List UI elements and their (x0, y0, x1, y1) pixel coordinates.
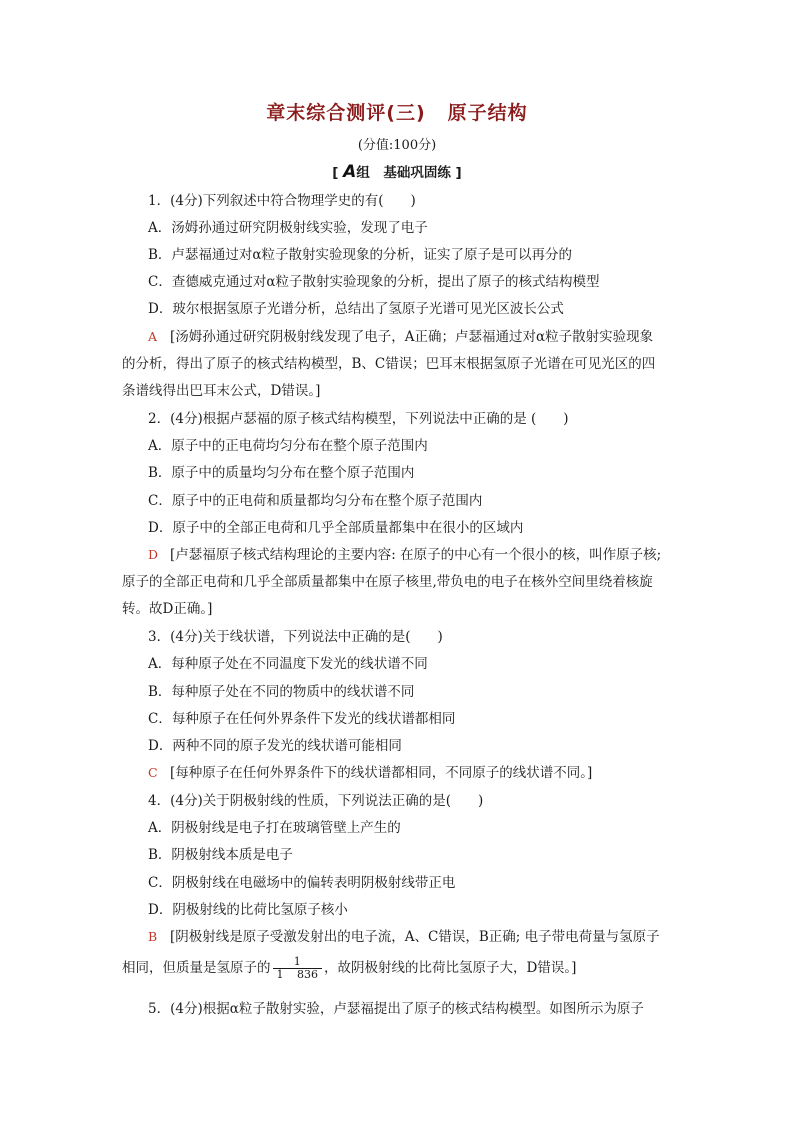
q4-explanation-line2 (122, 956, 576, 981)
group-label: 组 基础巩固练 (356, 165, 451, 181)
group-letter: A (343, 162, 357, 182)
title-chapter: 章末综合测评(三) (266, 102, 426, 124)
q4-exp-text2a: 相同，但质量是氢原子的 (122, 960, 271, 976)
q1-option-b: B．卢瑟福通过对α粒子散射实验现象的分析，证实了原子是可以再分的 (148, 247, 573, 263)
q2-option-a: A．原子中的正电荷均匀分布在整个原子范围内 (148, 438, 428, 454)
q1-option-c: C．查德威克通过对α粒子散射实验现象的分析，提出了原子的核式结构模型 (148, 274, 600, 290)
q4-exp-text2b: ，故阴极射线的比荷比氢原子大，D错误。] (324, 960, 577, 976)
title-topic: 原子结构 (447, 102, 528, 124)
q3-stem: 3．(4分)关于线状谱，下列说法中正确的是( ) (148, 629, 443, 645)
q2-explanation-line3: 转。故D正确。] (122, 601, 213, 617)
group-bracket-open: [ (332, 165, 339, 181)
q1-exp-text1: [汤姆孙通过研究阴极射线发现了电子，A正确；卢瑟福通过对α粒子散射实验现象 (170, 329, 654, 345)
q3-explanation-line1 (148, 764, 592, 782)
group-bracket-close: ] (455, 165, 462, 181)
q4-answer: B (148, 929, 158, 944)
fraction-denominator: 1 836 (276, 968, 318, 981)
q5-stem: 5．(4分)根据α粒子散射实验，卢瑟福提出了原子的核式结构模型。如图所示为原子 (148, 1001, 644, 1017)
q4-option-d: D．阴极射线的比荷比氢原子核小 (148, 902, 348, 918)
q1-answer: A (148, 329, 158, 344)
q4-option-c: C．阴极射线在电磁场中的偏转表明阴极射线带正电 (148, 875, 456, 891)
q2-exp-text1: [卢瑟福原子核式结构理论的主要内容: 在原子的中心有一个很小的核，叫作原子核; (170, 547, 662, 563)
mass-ratio-fraction (273, 956, 323, 981)
q1-stem: 1．(4分)下列叙述中符合物理学史的有( ) (148, 193, 416, 209)
group-heading (0, 161, 794, 182)
q4-stem: 4．(4分)关于阴极射线的性质，下列说法正确的是( ) (148, 793, 484, 809)
q1-option-a: A．汤姆孙通过研究阴极射线实验，发现了电子 (148, 220, 428, 236)
q1-explanation-line1 (148, 328, 653, 346)
q2-explanation-line2: 原子的全部正电荷和几乎全部质量都集中在原子核里,带负电的电子在核外空间里绕着核旋 (122, 574, 653, 590)
q2-answer: D (148, 547, 159, 562)
score-note: (分值:100分) (357, 138, 437, 153)
q2-explanation-line1 (148, 546, 661, 564)
q4-option-a: A．阴极射线是电子打在玻璃管壁上产生的 (148, 820, 401, 836)
q2-option-b: B．原子中的质量均匀分布在整个原子范围内 (148, 465, 415, 481)
q1-explanation-line2: 的分析，得出了原子的核式结构模型，B、C错误；巴耳末根据氢原子光谱在可见光区的四 (122, 356, 656, 372)
q2-stem: 2．(4分)根据卢瑟福的原子核式结构模型，下列说法中正确的是 ( ) (148, 411, 569, 427)
q2-option-c: C．原子中的正电荷和质量都均匀分布在整个原子范围内 (148, 493, 483, 509)
q3-answer: C (148, 765, 158, 780)
q1-option-d: D．玻尔根据氢原子光谱分析，总结出了氢原子光谱可见光区波长公式 (148, 301, 564, 317)
q4-option-b: B．阴极射线本质是电子 (148, 847, 293, 863)
q3-option-a: A．每种原子处在不同温度下发光的线状谱不同 (148, 656, 428, 672)
fraction-numerator: 1 (273, 956, 323, 969)
q3-option-c: C．每种原子在任何外界条件下发光的线状谱都相同 (148, 711, 456, 727)
q3-exp-text1: [每种原子在任何外界条件下的线状谱都相同，不同原子的线状谱不同。] (170, 765, 593, 781)
q4-explanation-line1 (148, 928, 660, 946)
q1-explanation-line3: 条谱线得出巴耳末公式，D错误。] (122, 383, 321, 399)
q2-option-d: D．原子中的全部正电荷和几乎全部质量都集中在很小的区域内 (148, 520, 524, 536)
q4-exp-text1: [阴极射线是原子受激发射出的电子流，A、C错误，B正确; 电子带电荷量与氢原子 (170, 929, 660, 945)
page-title (0, 98, 794, 125)
q3-option-b: B．每种原子处在不同的物质中的线状谱不同 (148, 684, 415, 700)
q3-option-d: D．两种不同的原子发光的线状谱可能相同 (148, 738, 402, 754)
